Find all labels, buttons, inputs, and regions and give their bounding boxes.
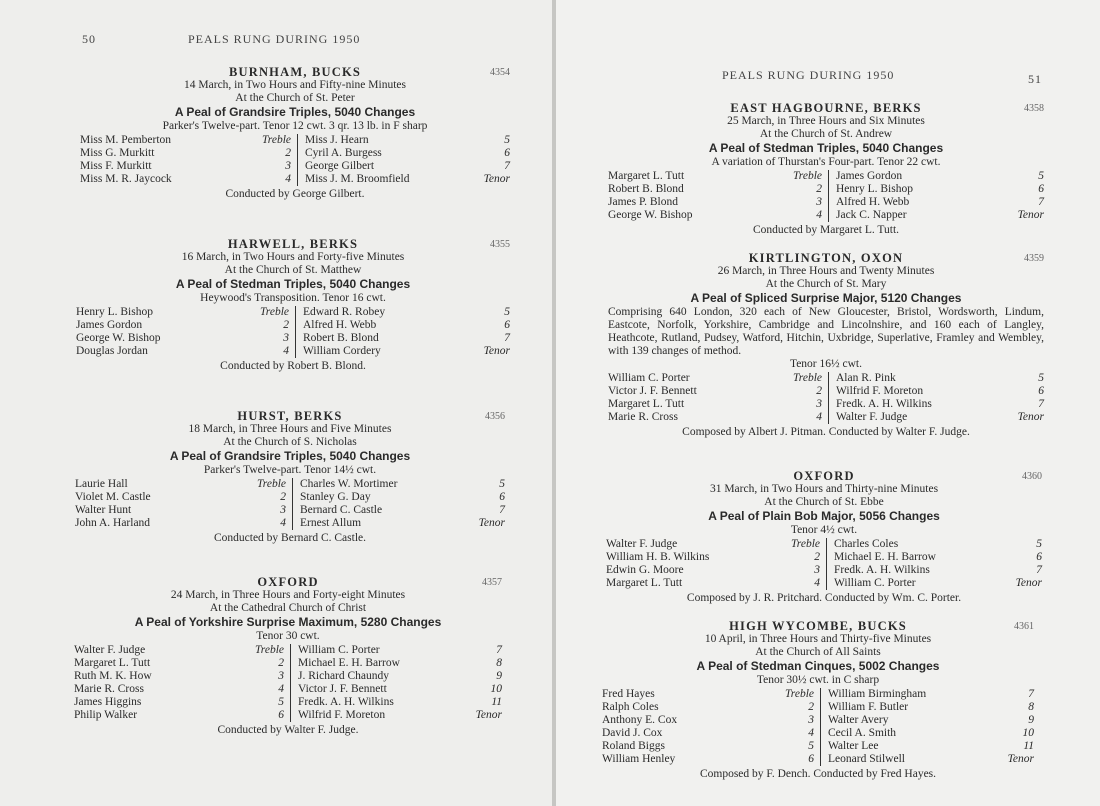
column-rule (292, 491, 293, 504)
ringer-name: James Gordon (76, 319, 143, 331)
peal-venue: At the Church of St. Andrew (759, 128, 893, 140)
peal-number: 4360 (1022, 471, 1042, 482)
ringer-name: James Gordon (836, 170, 903, 182)
ringer-name: George W. Bishop (76, 332, 161, 344)
ringer-row (608, 398, 1044, 411)
peal-venue: At the Church of St. Mary (765, 278, 887, 290)
bell-label: 5 (504, 134, 510, 146)
peal-date: 24 March, in Three Hours and Forty-eight Minutes (170, 589, 406, 601)
ringer-name: Victor J. F. Bennett (608, 385, 697, 397)
ringer-name: Margaret L. Tutt (608, 398, 685, 410)
ringer-name: Miss G. Murkitt (80, 147, 155, 159)
peal-venue: At the Church of St. Ebbe (764, 496, 884, 508)
bell-label: 7 (1038, 196, 1044, 208)
column-rule (828, 385, 829, 398)
peal-composition: Parker's Twelve-part. Tenor 14½ cwt. (203, 464, 377, 476)
ringer-name: William Birmingham (828, 688, 927, 700)
peal-composition: Tenor 4½ cwt. (790, 524, 858, 536)
column-rule (295, 345, 296, 358)
ringer-row (76, 345, 510, 358)
peal-number: 4361 (1014, 621, 1034, 632)
ringer-row (608, 170, 1044, 183)
bell-label: 3 (816, 398, 822, 410)
ringer-name: Charles Coles (834, 538, 899, 550)
bell-label: 2 (816, 385, 822, 397)
bell-label: 2 (285, 147, 291, 159)
bell-label: 6 (504, 147, 510, 159)
peal-title: A Peal of Stedman Triples, 5040 Changes (708, 141, 944, 155)
bell-label: 4 (280, 517, 286, 529)
peal-conductor: Composed by Albert J. Pitman. Conducted by Walter F. Judge. (682, 426, 970, 438)
ringer-row (76, 306, 510, 319)
ringer-row (76, 332, 510, 345)
column-rule (290, 683, 291, 696)
column-rule (290, 657, 291, 670)
bell-label: Tenor (1015, 577, 1042, 589)
bell-label: 2 (280, 491, 286, 503)
peal-title: A Peal of Stedman Cinques, 5002 Changes (696, 659, 940, 673)
peal-composition: A variation of Thurstan's Four-part. Tenor 22 cwt. (711, 156, 941, 168)
ringer-name: Alan R. Pink (836, 372, 896, 384)
ringer-name: Miss F. Murkitt (80, 160, 152, 172)
bell-label: 3 (816, 196, 822, 208)
ringer-name: Walter Avery (828, 714, 889, 726)
peal-composition: Heywood's Transposition. Tenor 16 cwt. (200, 292, 386, 304)
bell-label: 4 (283, 345, 289, 357)
peal-venue: At the Church of All Saints (755, 646, 881, 658)
peal-number: 4354 (490, 67, 510, 78)
bell-label: 6 (1038, 183, 1044, 195)
ringers-table (608, 372, 1044, 424)
bell-label: 6 (499, 491, 505, 503)
bell-label: 11 (491, 696, 502, 708)
ringer-name: Edwin G. Moore (606, 564, 684, 576)
ringer-name: Jack C. Napper (836, 209, 907, 221)
bell-label: 3 (814, 564, 820, 576)
ringer-name: Marie R. Cross (608, 411, 678, 423)
bell-label: 2 (808, 701, 814, 713)
bell-label: 9 (496, 670, 502, 682)
ringer-name: Michael E. H. Barrow (298, 657, 400, 669)
peal-venue: At the Church of S. Nicholas (223, 436, 357, 448)
column-rule (826, 551, 827, 564)
column-rule (826, 538, 827, 551)
bell-label: 6 (1036, 551, 1042, 563)
bell-label: Tenor (475, 709, 502, 721)
ringer-name: William Henley (602, 753, 676, 765)
peal-venue: At the Church of St. Matthew (224, 264, 362, 276)
column-rule (820, 688, 821, 701)
running-head: PEALS RUNG DURING 1950 (188, 32, 361, 46)
peal-number: 4356 (485, 411, 505, 422)
column-rule (820, 740, 821, 753)
peal-place: HURST, BERKS (237, 409, 343, 423)
ringer-name: Michael E. H. Barrow (834, 551, 936, 563)
peal-title: A Peal of Spliced Surprise Major, 5120 Changes (690, 291, 962, 305)
column-rule (828, 372, 829, 385)
ringer-name: Miss M. Pemberton (80, 134, 172, 146)
bell-label: Treble (257, 478, 286, 490)
peal-entry (76, 238, 510, 373)
peal-entry (75, 410, 505, 545)
ringer-name: Margaret L. Tutt (608, 170, 685, 182)
column-rule (297, 147, 298, 160)
bell-label: 2 (283, 319, 289, 331)
ringer-name: Fredk. A. H. Wilkins (298, 696, 394, 708)
bell-label: Tenor (483, 345, 510, 357)
peal-entry (74, 576, 502, 737)
peal-entry (608, 102, 1044, 237)
column-rule (828, 183, 829, 196)
page-number: 51 (1028, 72, 1042, 86)
bell-label: 5 (1038, 170, 1044, 182)
column-rule (290, 709, 291, 722)
column-rule (820, 701, 821, 714)
ringer-name: Cyril A. Burgess (305, 147, 382, 159)
ringer-row (602, 740, 1034, 753)
ringer-row (76, 319, 510, 332)
peal-place: EAST HAGBOURNE, BERKS (730, 101, 922, 115)
peal-title: A Peal of Grandsire Triples, 5040 Changes (174, 105, 416, 119)
ringer-name: Fredk. A. H. Wilkins (834, 564, 930, 576)
bell-label: 6 (278, 709, 284, 721)
ringer-name: George Gilbert (305, 160, 375, 172)
ringer-name: William C. Porter (608, 372, 690, 384)
ringer-row (602, 701, 1034, 714)
peal-date: 10 April, in Three Hours and Thirty-five Minutes (704, 633, 932, 645)
ringer-row (80, 147, 510, 160)
ringer-name: Henry L. Bishop (836, 183, 913, 195)
peal-number: 4357 (482, 577, 502, 588)
ringer-row (80, 134, 510, 147)
bell-label: 8 (496, 657, 502, 669)
column-rule (820, 753, 821, 766)
bell-label: Treble (262, 134, 291, 146)
peal-conductor: Composed by F. Dench. Conducted by Fred Hayes. (699, 768, 937, 780)
peal-conductor: Conducted by Walter F. Judge. (217, 724, 359, 736)
peal-date: 25 March, in Three Hours and Six Minutes (727, 115, 925, 127)
ringer-row (606, 577, 1042, 590)
ringer-name: Wilfrid F. Moreton (298, 709, 386, 721)
ringer-row (75, 504, 505, 517)
ringer-name: Fred Hayes (602, 688, 655, 700)
peal-conductor: Conducted by Robert B. Blond. (220, 360, 366, 372)
bell-label: Tenor (1007, 753, 1034, 765)
ringers-table (75, 478, 505, 530)
column-rule (828, 209, 829, 222)
peal-place: KIRTLINGTON, OXON (748, 251, 904, 265)
peal-place: OXFORD (793, 469, 855, 483)
column-rule (297, 134, 298, 147)
ringer-name: Miss J. Hearn (305, 134, 369, 146)
peal-entry (606, 470, 1042, 605)
bell-label: 3 (808, 714, 814, 726)
ringer-name: John A. Harland (75, 517, 151, 529)
bell-label: 2 (814, 551, 820, 563)
ringer-name: Roland Biggs (602, 740, 665, 752)
ringer-name: Fredk. A. H. Wilkins (836, 398, 932, 410)
column-rule (295, 319, 296, 332)
column-rule (820, 727, 821, 740)
ringer-row (602, 688, 1034, 701)
bell-label: 3 (285, 160, 291, 172)
peal-title: A Peal of Plain Bob Major, 5056 Changes (708, 509, 940, 523)
page-number: 50 (82, 32, 96, 46)
peal-place: HARWELL, BERKS (227, 237, 359, 251)
peal-date: 16 March, in Two Hours and Forty-five Minutes (181, 251, 405, 263)
ringer-name: Walter Lee (828, 740, 879, 752)
bell-label: 7 (504, 332, 510, 344)
ringer-name: Robert B. Blond (608, 183, 684, 195)
ringer-row (75, 517, 505, 530)
bell-label: Tenor (478, 517, 505, 529)
ringer-row (75, 478, 505, 491)
bell-label: Treble (791, 538, 820, 550)
ringer-name: Margaret L. Tutt (74, 657, 151, 669)
ringer-name: William H. B. Wilkins (606, 551, 710, 563)
ringer-name: Bernard C. Castle (300, 504, 383, 516)
ringer-name: Alfred H. Webb (303, 319, 377, 331)
column-rule (820, 714, 821, 727)
peal-entry (608, 252, 1044, 439)
bell-label: 4 (814, 577, 820, 589)
bell-label: 11 (1023, 740, 1034, 752)
peal-conductor: Composed by J. R. Pritchard. Conducted by Wm. C. Porter. (686, 592, 962, 604)
ringer-name: Stanley G. Day (300, 491, 371, 503)
column-rule (290, 644, 291, 657)
column-rule (292, 517, 293, 530)
peal-number: 4359 (1024, 253, 1044, 264)
ringers-table (606, 538, 1042, 590)
column-rule (295, 332, 296, 345)
ringer-row (74, 670, 502, 683)
ringer-name: Laurie Hall (75, 478, 128, 490)
column-rule (826, 577, 827, 590)
ringer-row (608, 372, 1044, 385)
peal-title: A Peal of Grandsire Triples, 5040 Changes (169, 449, 411, 463)
ringer-name: Walter F. Judge (836, 411, 908, 423)
running-head: PEALS RUNG DURING 1950 (722, 68, 895, 82)
ringer-row (608, 209, 1044, 222)
bell-label: 4 (816, 411, 822, 423)
ringer-name: Douglas Jordan (76, 345, 148, 357)
ringers-table (80, 134, 510, 186)
ringer-name: Alfred H. Webb (836, 196, 910, 208)
bell-label: 5 (1038, 372, 1044, 384)
ringer-row (608, 411, 1044, 424)
ringer-name: Violet M. Castle (75, 491, 151, 503)
ringer-name: J. Richard Chaundy (298, 670, 390, 682)
column-rule (826, 564, 827, 577)
ringer-row (74, 696, 502, 709)
peal-date: 26 March, in Three Hours and Twenty Minutes (717, 265, 935, 277)
ringer-row (75, 491, 505, 504)
ringer-name: Miss J. M. Broomfield (305, 173, 410, 185)
bell-label: Treble (793, 170, 822, 182)
peal-title: A Peal of Stedman Triples, 5040 Changes (175, 277, 411, 291)
peal-conductor: Conducted by Margaret L. Tutt. (752, 224, 900, 236)
bell-label: 6 (1038, 385, 1044, 397)
column-rule (290, 670, 291, 683)
column-rule (290, 696, 291, 709)
bell-label: 5 (1036, 538, 1042, 550)
bell-label: 4 (285, 173, 291, 185)
ringer-name: Philip Walker (74, 709, 138, 721)
bell-label: 7 (499, 504, 505, 516)
ringers-table (608, 170, 1044, 222)
bell-label: 7 (1036, 564, 1042, 576)
peal-place: HIGH WYCOMBE, BUCKS (729, 619, 907, 633)
ringer-name: Ruth M. K. How (74, 670, 152, 682)
bell-label: 8 (1028, 701, 1034, 713)
bell-label: Treble (255, 644, 284, 656)
ringers-table (602, 688, 1034, 766)
peal-tenor: Tenor 16½ cwt. (789, 358, 862, 370)
bell-label: 10 (1022, 727, 1034, 739)
ringer-row (80, 160, 510, 173)
ringer-name: Walter Hunt (75, 504, 132, 516)
ringer-name: William C. Porter (298, 644, 380, 656)
ringer-name: Victor J. F. Bennett (298, 683, 387, 695)
bell-label: 3 (283, 332, 289, 344)
ringer-name: Wilfrid F. Moreton (836, 385, 924, 397)
ringer-name: Charles W. Mortimer (300, 478, 398, 490)
ringer-name: George W. Bishop (608, 209, 693, 221)
bell-label: 6 (504, 319, 510, 331)
peal-number: 4358 (1024, 103, 1044, 114)
column-rule (297, 173, 298, 186)
ringer-row (602, 714, 1034, 727)
bell-label: Tenor (1017, 411, 1044, 423)
ringer-row (608, 385, 1044, 398)
ringer-name: William Cordery (303, 345, 381, 357)
peal-date: 14 March, in Two Hours and Fifty-nine Minutes (184, 79, 406, 91)
bell-label: 7 (1038, 398, 1044, 410)
bell-label: 4 (808, 727, 814, 739)
bell-label: 3 (280, 504, 286, 516)
bell-label: 10 (490, 683, 502, 695)
peal-composition: Parker's Twelve-part. Tenor 12 cwt. 3 qr. 13 lb. in F sharp (162, 120, 428, 132)
ringer-name: James P. Blond (608, 196, 678, 208)
ringer-name: Anthony E. Cox (602, 714, 678, 726)
peal-entry (80, 66, 510, 201)
ringer-row (606, 538, 1042, 551)
bell-label: 9 (1028, 714, 1034, 726)
bell-label: 4 (816, 209, 822, 221)
ringers-table (74, 644, 502, 722)
peal-composition: Tenor 30 cwt. (256, 630, 320, 642)
ringer-row (606, 564, 1042, 577)
bell-label: Tenor (483, 173, 510, 185)
bell-label: 7 (496, 644, 502, 656)
ringer-name: Walter F. Judge (74, 644, 146, 656)
ringer-row (602, 753, 1034, 766)
ringer-row (608, 196, 1044, 209)
ringer-name: Margaret L. Tutt (606, 577, 683, 589)
peal-date: 31 March, in Two Hours and Thirty-nine Minutes (709, 483, 939, 495)
peal-entry (602, 620, 1034, 781)
ringer-name: Leonard Stilwell (828, 753, 905, 765)
bell-label: 5 (278, 696, 284, 708)
column-rule (297, 160, 298, 173)
peal-composition: Tenor 30½ cwt. in C sharp (756, 674, 880, 686)
column-rule (292, 478, 293, 491)
bell-label: 2 (816, 183, 822, 195)
ringer-name: William F. Butler (828, 701, 909, 713)
peal-composition: Comprising 640 London, 320 each of New Gloucester, Bristol, Wordsworth, Lindum, Eastcote, Norfolk, Yorkshire, Cambridge and Lincolnshire, and 160 each of Langley, Heathcote, Rutland, Pudsey, Watford, Hitchin, Uxbridge, Superlative, Framley and Wembley, with 139 changes of method. (608, 306, 1044, 357)
ringer-name: Henry L. Bishop (76, 306, 153, 318)
bell-label: 5 (504, 306, 510, 318)
bell-label: 5 (499, 478, 505, 490)
column-rule (828, 196, 829, 209)
peal-place: BURNHAM, BUCKS (228, 65, 362, 79)
ringer-row (74, 644, 502, 657)
column-rule (828, 411, 829, 424)
peal-venue: At the Church of St. Peter (235, 92, 355, 104)
column-rule (292, 504, 293, 517)
peal-title: A Peal of Yorkshire Surprise Maximum, 5280 Changes (134, 615, 442, 629)
peal-conductor: Conducted by Bernard C. Castle. (213, 532, 367, 544)
ringer-row (80, 173, 510, 186)
peal-date: 18 March, in Three Hours and Five Minutes (188, 423, 392, 435)
right-page (556, 0, 1100, 806)
bell-label: 4 (278, 683, 284, 695)
bell-label: 6 (808, 753, 814, 765)
ringer-name: Cecil A. Smith (828, 727, 897, 739)
ringer-name: William C. Porter (834, 577, 916, 589)
peal-number: 4355 (490, 239, 510, 250)
ringer-name: Ralph Coles (602, 701, 659, 713)
bell-label: Tenor (1017, 209, 1044, 221)
ringer-name: Robert B. Blond (303, 332, 379, 344)
ringer-row (602, 727, 1034, 740)
ringer-name: Marie R. Cross (74, 683, 144, 695)
ringer-row (74, 683, 502, 696)
ringer-name: Ernest Allum (300, 517, 362, 529)
peal-place: OXFORD (257, 575, 319, 589)
column-rule (828, 170, 829, 183)
ringer-row (74, 657, 502, 670)
bell-label: Treble (793, 372, 822, 384)
peal-conductor: Conducted by George Gilbert. (225, 188, 365, 200)
ringer-row (74, 709, 502, 722)
bell-label: Treble (785, 688, 814, 700)
peal-venue: At the Cathedral Church of Christ (209, 602, 367, 614)
bell-label: 7 (504, 160, 510, 172)
bell-label: 2 (278, 657, 284, 669)
bell-label: Treble (260, 306, 289, 318)
bell-label: 3 (278, 670, 284, 682)
ringer-name: Miss M. R. Jaycock (80, 173, 172, 185)
ringer-name: James Higgins (74, 696, 142, 708)
ringer-row (606, 551, 1042, 564)
ringer-name: Edward R. Robey (303, 306, 386, 318)
bell-label: 7 (1028, 688, 1034, 700)
ringer-name: Walter F. Judge (606, 538, 678, 550)
ringer-row (608, 183, 1044, 196)
ringers-table (76, 306, 510, 358)
ringer-name: David J. Cox (602, 727, 663, 739)
column-rule (828, 398, 829, 411)
bell-label: 5 (808, 740, 814, 752)
column-rule (295, 306, 296, 319)
